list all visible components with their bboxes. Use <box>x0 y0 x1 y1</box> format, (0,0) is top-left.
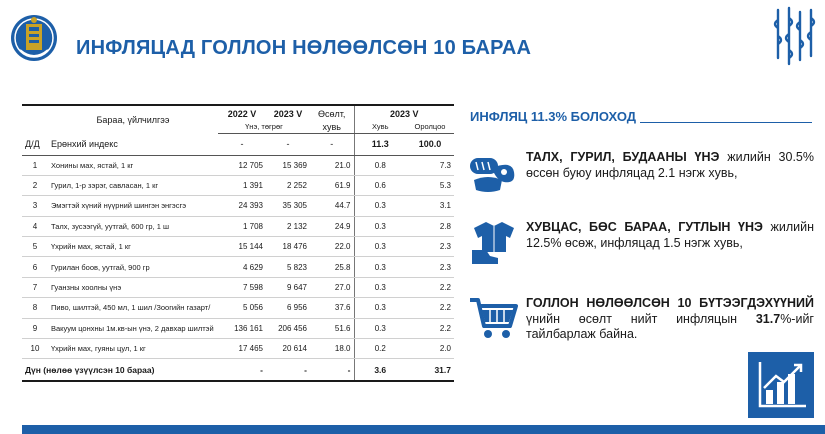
row-label: Талх, зусээгүй, уутгай, 600 гр, 1 ш <box>48 216 218 236</box>
row-label: Гурилан боов, уутгай, 900 гр <box>48 257 218 277</box>
cell-price-2023: 35 305 <box>266 196 310 216</box>
row-label: Үхрийн мах, ястай, 1 кг <box>48 237 218 257</box>
col-header-2023: 2023 V <box>266 105 310 121</box>
col-subheader-price: Үнэ, төгрөг <box>218 121 310 133</box>
cell-price-2022: 1 708 <box>218 216 266 236</box>
cell-contribution: 7.3 <box>406 155 454 175</box>
row-number: 2 <box>22 175 48 195</box>
table-row <box>22 298 454 318</box>
cell-growth: - <box>310 133 354 155</box>
cell-share: 0.3 <box>354 318 406 338</box>
row-number: 8 <box>22 298 48 318</box>
row-number: 1 <box>22 155 48 175</box>
cell-price-2023: 9 647 <box>266 277 310 297</box>
col-subheader-percent: хувь <box>310 121 354 133</box>
cell-price-2022: - <box>218 359 266 381</box>
row-label: Гуанзны хоолны үнэ <box>48 277 218 297</box>
row-label: Гурил, 1-р зэрэг, савласан, 1 кг <box>48 175 218 195</box>
cell-contribution: 2.3 <box>406 257 454 277</box>
row-number: 5 <box>22 237 48 257</box>
table-row <box>22 277 454 297</box>
cell-contribution: 2.8 <box>406 216 454 236</box>
bread-icon <box>468 150 518 196</box>
row-label: Хонины мах, ястай, 1 кг <box>48 155 218 175</box>
panel-heading-text: ИНФЛЯЦ 11.3% БОЛОХОД <box>470 109 640 124</box>
cell-price-2023: 15 369 <box>266 155 310 175</box>
cell-price-2023: 20 614 <box>266 339 310 359</box>
panel-heading <box>470 108 812 124</box>
cell-price-2022: 7 598 <box>218 277 266 297</box>
table-row <box>22 175 454 195</box>
cell-share: 0.6 <box>354 175 406 195</box>
cell-price-2022: 4 629 <box>218 257 266 277</box>
cell-growth: - <box>310 359 354 381</box>
cell-contribution: 5.3 <box>406 175 454 195</box>
cell-growth: 18.0 <box>310 339 354 359</box>
cell-price-2022: 5 056 <box>218 298 266 318</box>
row-number: 10 <box>22 339 48 359</box>
total-label: Дүн (нөлөө үзүүлсэн 10 бараа) <box>22 359 218 381</box>
cell-price-2022: 17 465 <box>218 339 266 359</box>
highlight-item-clothing <box>468 220 814 272</box>
cell-growth: 37.6 <box>310 298 354 318</box>
cell-share: 0.3 <box>354 298 406 318</box>
emblem-logo-icon <box>10 10 58 66</box>
col-subheader-contribution: Оролцоо <box>406 121 454 133</box>
table-row <box>22 318 454 338</box>
row-label: Эмэгтэй хүний нүүрний шингэн энгэсгэ <box>48 196 218 216</box>
cell-contribution: 3.1 <box>406 196 454 216</box>
cell-contribution: 2.2 <box>406 318 454 338</box>
cell-growth: 24.9 <box>310 216 354 236</box>
cell-share: 0.2 <box>354 339 406 359</box>
growth-chart-icon <box>748 352 814 418</box>
cell-price-2022: - <box>218 133 266 155</box>
cell-price-2022: 12 705 <box>218 155 266 175</box>
table-row-total <box>22 359 454 381</box>
cell-share: 0.3 <box>354 237 406 257</box>
table-row <box>22 339 454 359</box>
cell-share: 0.3 <box>354 216 406 236</box>
table-row-general-index <box>22 133 454 155</box>
row-label: Пиво, шилтэй, 450 мл, 1 шил /Зоогийн газарт/ <box>48 298 218 318</box>
col-header-item: Бараа, үйлчилгээ <box>48 105 218 133</box>
cell-price-2022: 1 391 <box>218 175 266 195</box>
cell-share: 0.3 <box>354 257 406 277</box>
cell-growth: 27.0 <box>310 277 354 297</box>
highlight-item-cart <box>468 296 814 352</box>
cell-growth: 51.6 <box>310 318 354 338</box>
row-number: 4 <box>22 216 48 236</box>
table-row <box>22 237 454 257</box>
footer-bar <box>22 425 825 434</box>
highlight-text: ГОЛЛОН НӨЛӨӨЛСӨН 10 БҮТЭЭГДЭХҮҮНИЙ үнийн өсөлт нийт инфляцын 31.7%-ийг тайлбарлаж байна. <box>526 296 814 341</box>
cell-price-2023: 18 476 <box>266 237 310 257</box>
cell-price-2023: 2 132 <box>266 216 310 236</box>
page-title: ИНФЛЯЦАД ГОЛЛОН НӨЛӨӨЛСӨН 10 БАРАА <box>76 37 532 59</box>
cell-growth: 25.8 <box>310 257 354 277</box>
cell-contribution: 100.0 <box>406 133 454 155</box>
cell-price-2023: 2 252 <box>266 175 310 195</box>
cell-growth: 21.0 <box>310 155 354 175</box>
table-row <box>22 257 454 277</box>
row-number: 6 <box>22 257 48 277</box>
cell-contribution: 31.7 <box>406 359 454 381</box>
cell-contribution: 2.2 <box>406 298 454 318</box>
cell-share: 0.3 <box>354 277 406 297</box>
row-number: 9 <box>22 318 48 338</box>
row-label: Ерөнхий индекс <box>48 133 218 155</box>
cell-contribution: 2.3 <box>406 237 454 257</box>
col-header-growth: Өсөлт, <box>310 105 354 121</box>
highlight-item-bread <box>468 150 814 202</box>
col-header-2022: 2022 V <box>218 105 266 121</box>
row-number: 3 <box>22 196 48 216</box>
cell-price-2023: 5 823 <box>266 257 310 277</box>
col-subheader-share: Хувь <box>354 121 406 133</box>
cell-growth: 22.0 <box>310 237 354 257</box>
cell-price-2022: 15 144 <box>218 237 266 257</box>
clothing-icon <box>468 220 518 266</box>
cell-price-2023: - <box>266 133 310 155</box>
table-row <box>22 196 454 216</box>
table-row <box>22 216 454 236</box>
cell-contribution: 2.2 <box>406 277 454 297</box>
cell-price-2023: 206 456 <box>266 318 310 338</box>
cell-price-2022: 136 161 <box>218 318 266 338</box>
cell-price-2023: 6 956 <box>266 298 310 318</box>
cart-icon <box>468 296 518 342</box>
table-row <box>22 155 454 175</box>
cell-share: 0.3 <box>354 196 406 216</box>
cell-share: 11.3 <box>354 133 406 155</box>
top10-table <box>22 104 454 382</box>
highlight-text: ТАЛХ, ГУРИЛ, БУДААНЫ ҮНЭ жилийн 30.5% өссөн буюу инфляцад 2.1 нэгж хувь, <box>526 150 814 180</box>
cell-share: 3.6 <box>354 359 406 381</box>
row-number: 7 <box>22 277 48 297</box>
cell-growth: 44.7 <box>310 196 354 216</box>
cell-share: 0.8 <box>354 155 406 175</box>
col-header-2023-b: 2023 V <box>354 105 454 121</box>
cell-contribution: 2.0 <box>406 339 454 359</box>
cell-price-2023: - <box>266 359 310 381</box>
cell-price-2022: 24 393 <box>218 196 266 216</box>
highlight-text: ХУВЦАС, БӨС БАРАА, ГУТЛЫН ҮНЭ жилийн 12.5% өсөж, инфляцад 1.5 нэгж хувь, <box>526 220 815 250</box>
row-number: Д/Д <box>22 133 48 155</box>
row-label: Вакуум цонхны 1м.кв-ын үнэ, 2 давхар шилтэй <box>48 318 218 338</box>
cell-growth: 61.9 <box>310 175 354 195</box>
row-label: Үхрийн мах, гуяны цул, 1 кг <box>48 339 218 359</box>
mongolian-script-icon <box>770 6 820 70</box>
